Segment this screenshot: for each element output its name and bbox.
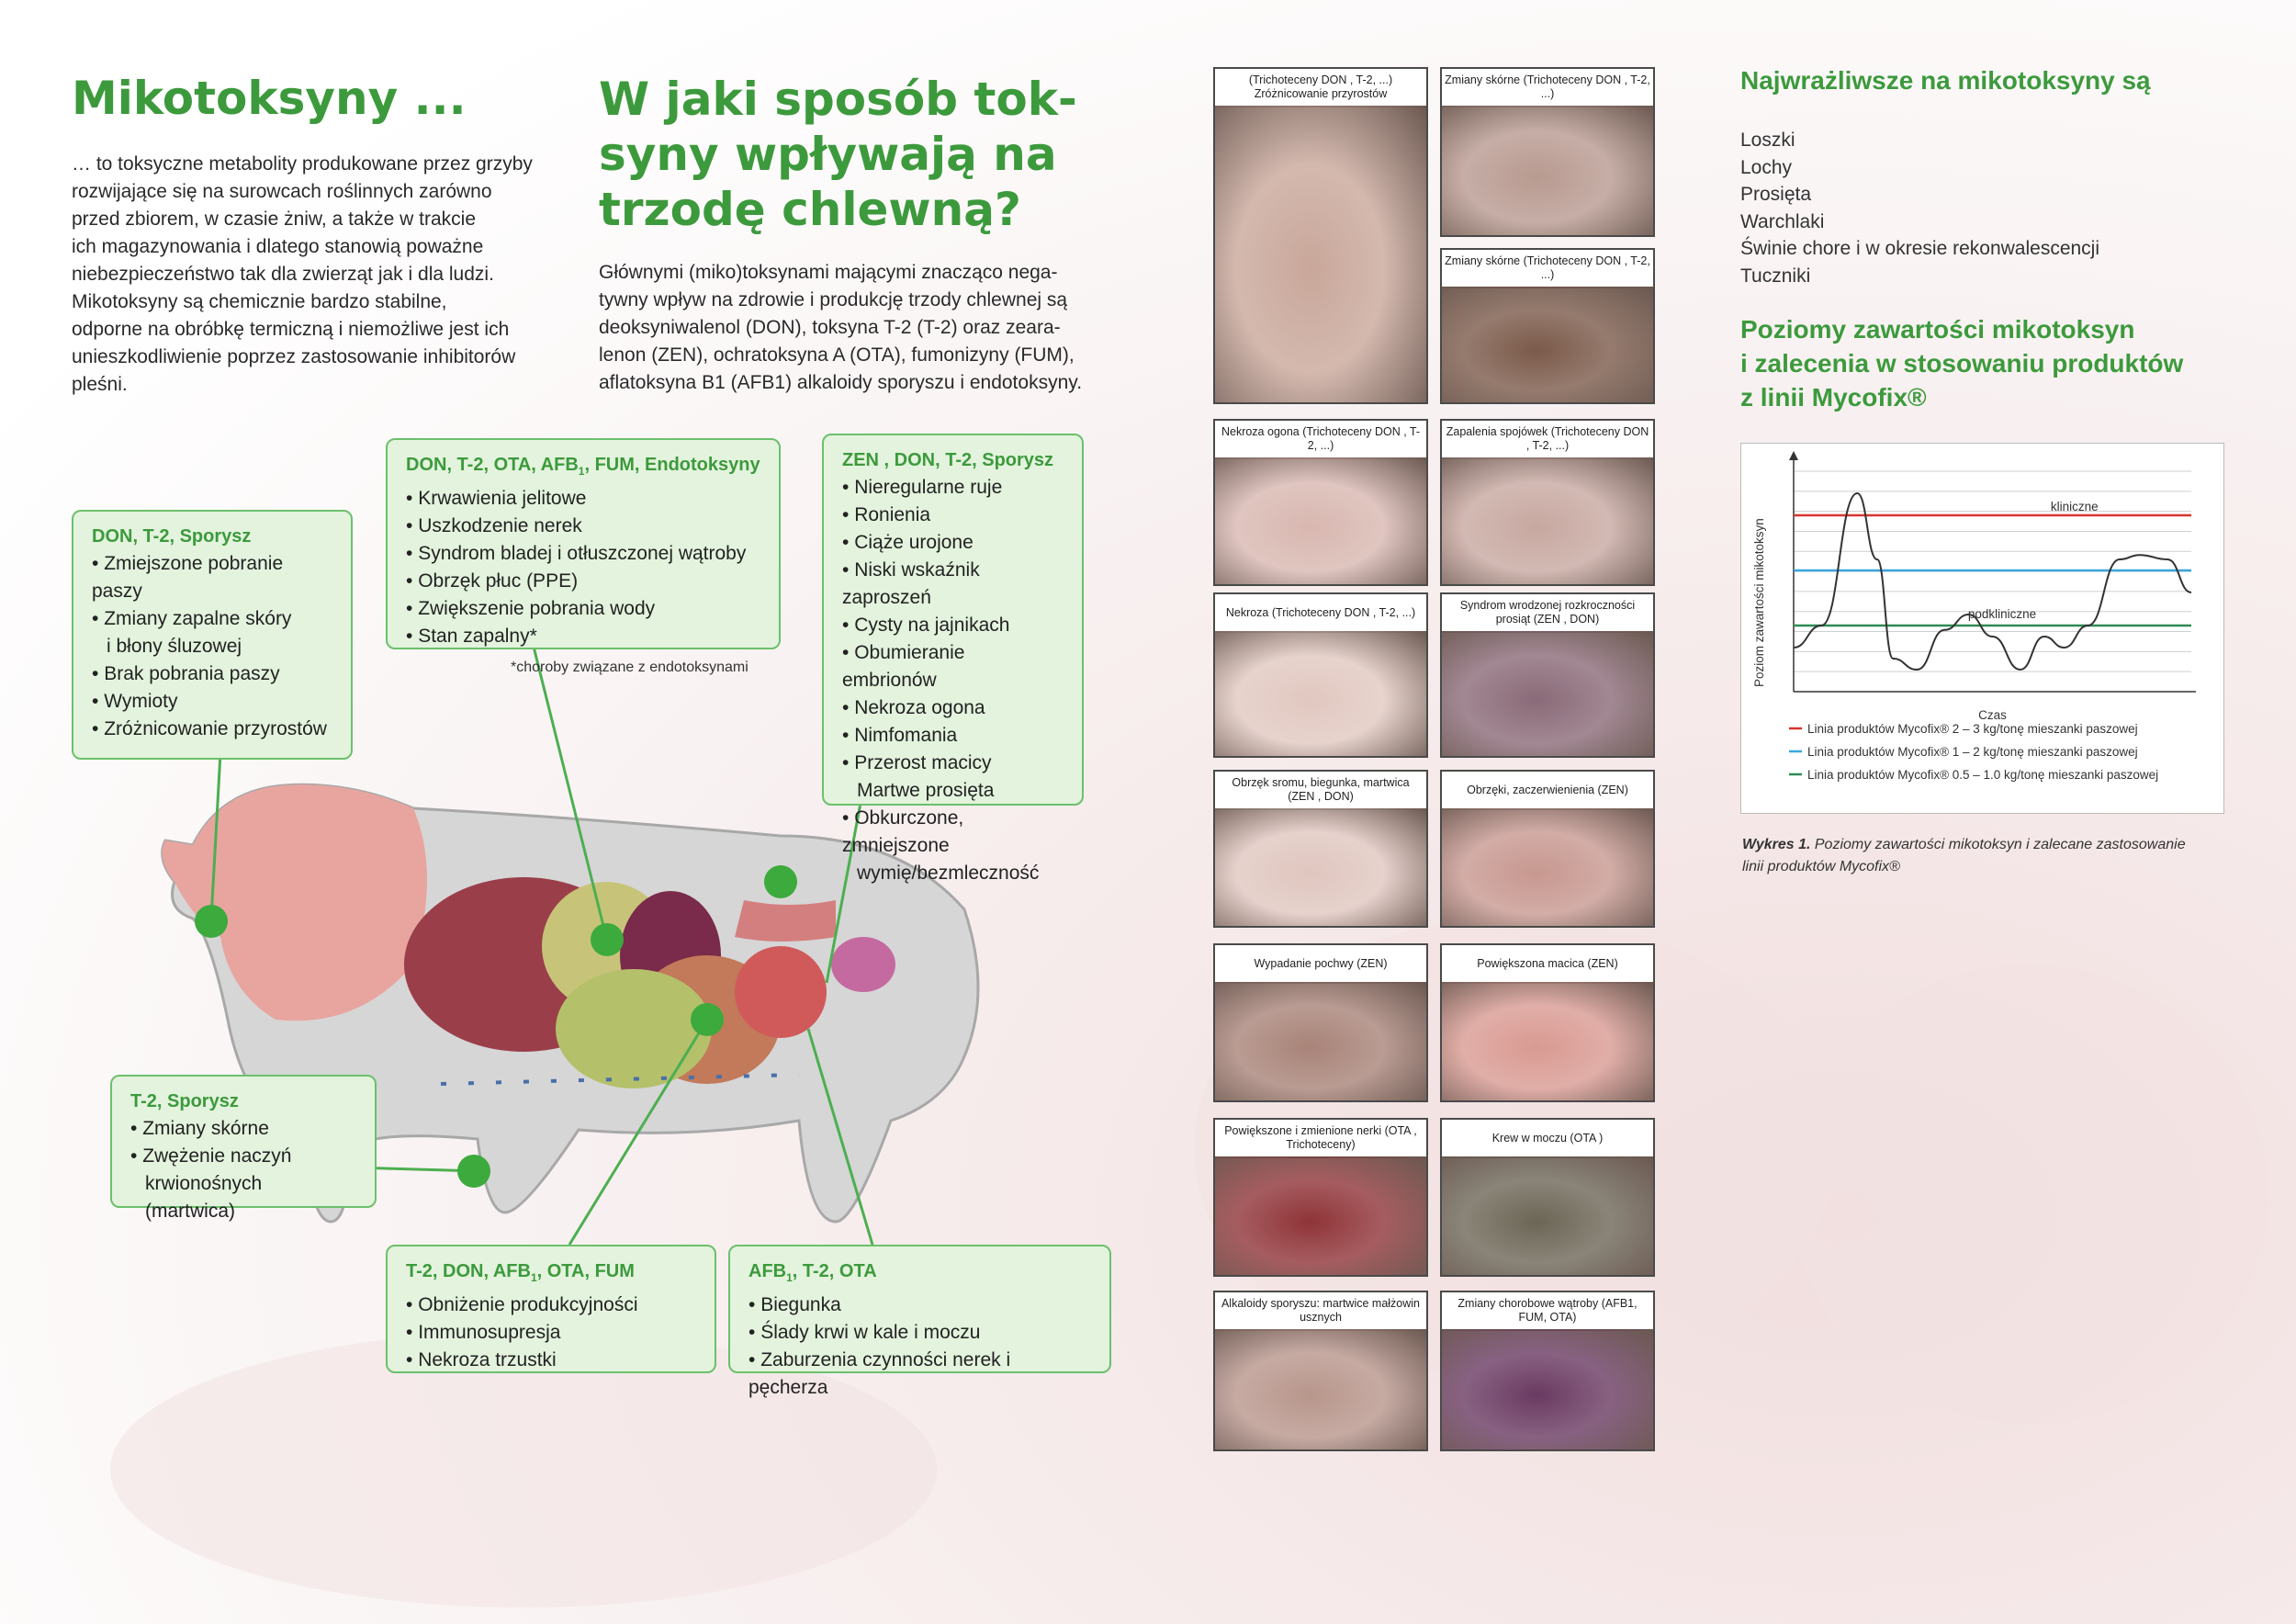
photo-card (1213, 67, 1428, 404)
list-item: • Przerost macicy (842, 750, 1064, 777)
effect-list (406, 1291, 696, 1374)
box-title: ZEN , DON, T-2, Sporysz (842, 450, 1054, 470)
effect-list (748, 1291, 1091, 1402)
list-item: • Ronienia (842, 502, 1064, 529)
list-item: • Cysty na jajnikach (842, 612, 1064, 639)
mycofix-chart (1740, 443, 2224, 814)
box-leg-effects (110, 1075, 377, 1222)
list-item: Martwe prosięta (857, 780, 995, 801)
box-title: T-2, DON, $AFB_1$, OTA, FUM (406, 1261, 635, 1284)
photo-card (1440, 1291, 1655, 1451)
photo-image (1215, 1156, 1426, 1275)
photo-caption: Obrzęk sromu, biegunka, martwica (ZEN , DON) (1215, 772, 1426, 810)
intro-line: unieszkodliwienie poprzez zastosowanie inhibitorów (72, 346, 516, 367)
intro-line: rozwijające się na surowcach roślinnych zarówno (72, 181, 492, 202)
photo-caption: Nekroza (Trichoteceny DON , T-2, ...) (1215, 594, 1426, 633)
title-line: i zalecenia w stosowaniu produktów (1740, 349, 2184, 378)
list-item: • Biegunka (748, 1291, 1091, 1319)
photo-image (1442, 1329, 1653, 1449)
box-title: DON, T-2, OTA, $AFB_1$, FUM, Endotoksyny (406, 455, 760, 478)
list-item: • Ciąże urojone (842, 529, 1064, 557)
photo-image (1215, 631, 1426, 756)
list-item: Świnie chore i w okresie rekonwalescencji (1740, 238, 2100, 259)
box-kidney-effects (728, 1245, 1111, 1398)
list-item: • Zmiejszone pobranie paszy (92, 550, 332, 605)
effect-list (842, 474, 1064, 887)
photo-card (1213, 770, 1428, 928)
list-item: • Stan zapalny* (406, 623, 760, 650)
list-item: Prosięta (1740, 184, 1812, 205)
photo-caption: Alkaloidy sporyszu: martwice małżowin usznych (1215, 1292, 1426, 1331)
intro-line: odporne na obróbkę termiczną i niemożliwe jest ich (72, 319, 510, 340)
marker-intestine (764, 865, 797, 898)
list-item: • Obkurczone, zmniejszone (842, 805, 1064, 860)
x-axis-label: Czas (1978, 708, 2007, 722)
caption-text-2: linii produktów Mycofix® (1742, 859, 1900, 874)
list-item: • Obumieranie embrionów (842, 639, 1064, 694)
contamination-curve (1794, 493, 2191, 670)
photo-caption: Syndrom wrodzonej rozkroczności prosiąt (ZEN , DON) (1442, 594, 1653, 633)
list-item: • Niski wskaźnik zaproszeń (842, 557, 1064, 612)
list-item: • Zmiany skórne (130, 1115, 356, 1143)
photo-image (1442, 1156, 1653, 1275)
intro-line: Głównymi (miko)toksynami mającymi znacząco nega- (599, 262, 1058, 283)
photo-card (1213, 592, 1428, 758)
list-item: • Nimfomania (842, 722, 1064, 750)
list-item: • Ślady krwi w kale i moczu (748, 1319, 1091, 1347)
chart-caption (1742, 834, 2186, 878)
photo-caption: Nekroza ogona (Trichoteceny DON , T-2, ...) (1215, 421, 1426, 459)
photo-card (1440, 67, 1655, 237)
title-line: syny wpływają na (599, 128, 1057, 181)
list-item: • Zwężenie naczyń (130, 1143, 356, 1170)
photo-image (1442, 631, 1653, 756)
photo-card (1213, 943, 1428, 1102)
caption-label: Wykres 1. (1742, 837, 1811, 852)
box-pancreas-effects (386, 1245, 716, 1373)
title-line: z linii Mycofix® (1740, 383, 1927, 412)
intro-line: lenon (ZEN), ochratoksyna A (OTA), fumonizyny (FUM), (599, 344, 1075, 366)
list-item: wymię/bezmleczność (857, 863, 1040, 884)
box-title: T-2, Sporysz (130, 1091, 239, 1111)
intro-line: tywny wpływ na zdrowie i produkcję trzody chlewnej są (599, 289, 1068, 310)
effect-list (406, 485, 760, 650)
list-item: • Syndrom bladej i otłuszczonej wątroby (406, 540, 760, 568)
legend-label: Linia produktów Mycofix® 2 – 3 kg/tonę mieszanki paszowej (1807, 722, 2138, 736)
photo-card (1440, 770, 1655, 928)
intro-line: ich magazynowania i dlatego stanowią poważne (72, 236, 484, 257)
title-line: Poziomy zawartości mikotoksyn (1740, 315, 2135, 344)
intro-line: pleśni. (72, 374, 128, 395)
list-item: • Zróżnicowanie przyrostów (92, 716, 332, 743)
photo-card (1213, 1118, 1428, 1277)
box-title: $AFB_1$, T-2, OTA (748, 1261, 877, 1284)
effect-list (92, 550, 332, 743)
list-item: Tuczniki (1740, 265, 1811, 287)
intro-line: … to toksyczne metabolity produkowane przez grzyby (72, 153, 533, 175)
photo-card (1440, 419, 1655, 586)
list-item: Loszki (1740, 130, 1795, 151)
marker-liver (591, 923, 624, 956)
list-item: Lochy (1740, 156, 1793, 178)
intro-line: aflatoksyna B1 (AFB1) alkaloidy sporyszu i endotoksyny. (599, 372, 1083, 393)
photo-caption: Wypadanie pochwy (ZEN) (1215, 945, 1426, 984)
list-item: • Nekroza ogona (842, 694, 1064, 722)
photo-caption: Powiększone i zmienione nerki (OTA , Trichoteceny) (1215, 1120, 1426, 1158)
title-line: trzodę chlewną? (599, 183, 1021, 236)
box-title: DON, T-2, Sporysz (92, 526, 252, 547)
annotation-subclinical: podkliniczne (1967, 607, 2037, 621)
photo-caption: Krew w moczu (OTA ) (1442, 1120, 1653, 1158)
annotation-clinical: kliniczne (2050, 500, 2099, 513)
photo-caption: Obrzęki, zaczerwienienia (ZEN) (1442, 772, 1653, 810)
photo-image (1442, 287, 1653, 402)
intro-line: deoksyniwalenol (DON), toksyna T-2 (T-2) oraz zeara- (599, 317, 1061, 338)
photo-card (1440, 943, 1655, 1102)
intro-line: Mikotoksyny są chemicznie bardzo stabilne, (72, 291, 447, 312)
box-snout-effects (72, 510, 353, 760)
list-item: • Nieregularne ruje (842, 474, 1064, 502)
photo-image (1442, 106, 1653, 235)
legend-label: Linia produktów Mycofix® 1 – 2 kg/tonę mieszanki paszowej (1807, 745, 2138, 759)
box-reproduction-effects (822, 434, 1084, 884)
list-item: • Zmiany zapalne skóry (92, 605, 332, 633)
photo-image (1442, 982, 1653, 1100)
list-item: • Krwawienia jelitowe (406, 485, 760, 513)
marker-snout (195, 905, 228, 938)
marker-leg (457, 1155, 490, 1188)
intro-line: przed zbiorem, w czasie żniw, a także w trakcie (72, 209, 476, 230)
list-item: • Immunosupresja (406, 1319, 696, 1347)
list-item: • Uszkodzenie nerek (406, 513, 760, 540)
marker-pancreas (691, 1003, 724, 1036)
y-axis-label: Poziom zawartości mikotoksyn (1752, 518, 1766, 687)
list-item: • Nekroza trzustki (406, 1347, 696, 1374)
sensitive-list (1740, 127, 2099, 289)
photo-caption: Zmiany skórne (Trichoteceny DON , T-2, ...) (1442, 69, 1653, 107)
photo-card (1440, 248, 1655, 404)
endotoxin-footnote: *choroby związane z endotoksynami (511, 660, 748, 675)
y-axis-arrow (1789, 451, 1798, 460)
list-item: • Obniżenie produkcyjności (406, 1291, 696, 1319)
photo-image (1215, 1329, 1426, 1449)
caption-text: Poziomy zawartości mikotoksyn i zalecane zastosowanie (1810, 837, 2186, 852)
list-item: • Obrzęk płuc (PPE) (406, 568, 760, 595)
list-item: i błony śluzowej (107, 636, 242, 657)
photo-image (1442, 457, 1653, 584)
photo-image (1215, 106, 1426, 402)
list-item: krwionośnych (martwica) (145, 1173, 263, 1222)
list-item: • Brak pobrania paszy (92, 660, 332, 688)
legend-label: Linia produktów Mycofix® 0.5 – 1.0 kg/tonę mieszanki paszowej (1807, 768, 2159, 782)
effect-list (130, 1115, 356, 1225)
list-item: • Wymioty (92, 688, 332, 716)
sensitive-title: Najwrażliwsze na mikotoksyny są (1740, 66, 2151, 95)
photo-image (1215, 808, 1426, 926)
page-title: Mikotoksyny ... (72, 72, 467, 125)
photo-card (1440, 592, 1655, 758)
levels-title (1740, 312, 2183, 414)
photo-card (1213, 419, 1428, 586)
title-line: W jaki sposób tok- (599, 73, 1077, 126)
photo-image (1442, 808, 1653, 926)
box-organ-effects (386, 438, 781, 649)
photo-card (1213, 1291, 1428, 1451)
list-item: • Zwiększenie pobrania wody (406, 595, 760, 623)
photo-caption: Zapalenia spojówek (Trichoteceny DON , T-2, ...) (1442, 421, 1653, 459)
photo-image (1215, 982, 1426, 1100)
list-item: • Zaburzenia czynności nerek i pęcherza (748, 1347, 1091, 1402)
photo-caption: Zmiany chorobowe wątroby (AFB1, FUM, OTA) (1442, 1292, 1653, 1331)
photo-caption: Zmiany skórne (Trichoteceny DON , T-2, ...) (1442, 250, 1653, 288)
photo-caption: (Trichoteceny DON , T-2, ...) Zróżnicowanie przyrostów (1215, 69, 1426, 107)
photo-caption: Powiększona macica (ZEN) (1442, 945, 1653, 984)
list-item: Warchlaki (1740, 210, 1825, 232)
intro-line: niebezpieczeństwo tak dla zwierząt jak i dla ludzi. (72, 264, 494, 285)
photo-image (1215, 457, 1426, 584)
photo-card (1440, 1118, 1655, 1277)
